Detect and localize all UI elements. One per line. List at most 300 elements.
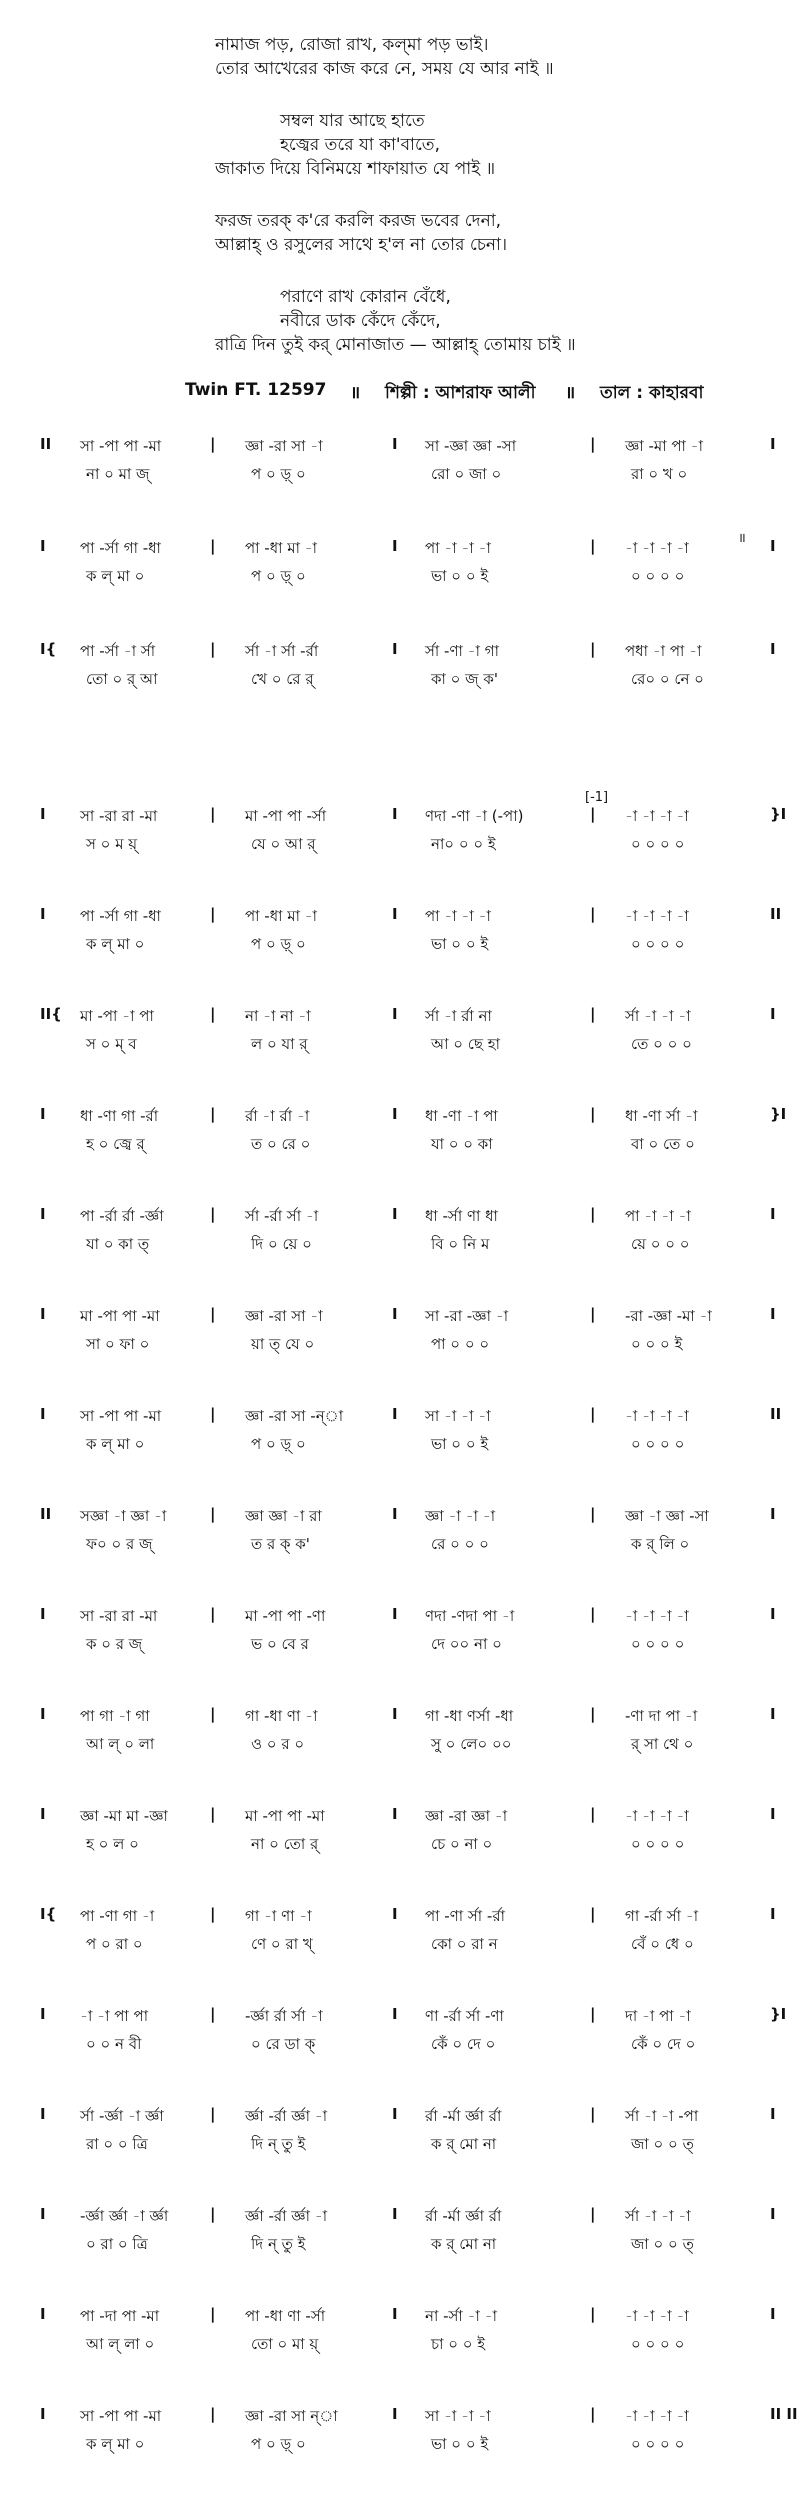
- artist-name: শিল্পী : আশরাফ আলী: [385, 383, 536, 403]
- barline: |: [210, 1705, 216, 1723]
- note-group: পধা -া পা -া: [625, 642, 702, 660]
- lyric-syllables: তো ০ মা য়্: [251, 2335, 319, 2353]
- lyric-syllables: ০ ০ ০ ০: [631, 1635, 685, 1653]
- lyric-row: [0, 833, 800, 857]
- barline: I: [392, 1605, 398, 1623]
- lyric-row: [0, 2133, 800, 2157]
- start-barline: I: [40, 537, 46, 555]
- barline: I: [392, 1305, 398, 1323]
- barline: |: [210, 2105, 216, 2123]
- lyric-syllables: ০ ০ ০ ০: [631, 1435, 685, 1453]
- notation-system: [0, 435, 800, 495]
- barline: |: [210, 537, 216, 555]
- notation-system: [0, 2005, 800, 2065]
- note-group: মা -পা -া পা: [80, 1007, 154, 1025]
- barline: |: [210, 805, 216, 823]
- note-group: না -া না -া: [245, 1007, 311, 1025]
- lyric-syllables: আ ০ ছে হা: [431, 1035, 500, 1053]
- note-group: র্রা -া র্রা -া: [245, 1107, 310, 1125]
- barline: |: [590, 2205, 596, 2223]
- note-group: র্সা -া -া -া: [625, 1007, 691, 1025]
- lyric-row: [0, 565, 800, 589]
- lyric-row: [0, 668, 800, 692]
- lyric-syllables: আ ল্ লা ০: [86, 2335, 155, 2353]
- note-group: -া -া -া -া: [625, 1807, 689, 1825]
- note-group: পা -র্সা -া র্সা: [80, 642, 156, 660]
- end-barline: }I: [770, 2005, 787, 2023]
- barline: I: [392, 2105, 398, 2123]
- barline: |: [590, 1505, 596, 1523]
- lyric-syllables: প ০ রা ০: [86, 1935, 143, 1953]
- note-group: মা -পা পা -মা: [80, 1307, 160, 1325]
- poem-line: নবীরে ডাক কেঁদে কেঁদে,: [280, 311, 441, 331]
- barline: I: [392, 1405, 398, 1423]
- barline: |: [590, 2305, 596, 2323]
- barline: |: [210, 435, 216, 453]
- barline: |: [210, 1605, 216, 1623]
- lyric-syllables: ফ০ ০ র জ্: [86, 1535, 153, 1553]
- lyric-syllables: কেঁ ০ দে ০: [631, 2035, 696, 2053]
- note-group: পা -র্সা গা -ধা: [80, 907, 161, 925]
- note-group: -া -া পা পা: [80, 2007, 149, 2025]
- lyric-syllables: ০ ০ ০ ০: [631, 835, 685, 853]
- barline: |: [590, 1805, 596, 1823]
- lyric-syllables: ল ০ যা র্: [251, 1035, 308, 1053]
- lyric-syllables: র্ সা থে ০: [631, 1735, 694, 1753]
- lyric-syllables: তো ০ র্ আ: [86, 670, 158, 688]
- notation-system: [0, 2405, 800, 2465]
- end-barline: }I: [770, 1105, 787, 1123]
- barline: |: [210, 1005, 216, 1023]
- notation-system: [0, 1605, 800, 1665]
- lyric-syllables: যা ০ কা ত্: [86, 1235, 150, 1253]
- notation-system: [0, 640, 800, 700]
- barline: |: [590, 905, 596, 923]
- start-barline: I: [40, 805, 46, 823]
- barline: |: [210, 640, 216, 658]
- lyric-syllables: ০ রে ডা ক্: [251, 2035, 316, 2053]
- lyric-syllables: ক ল্ মা ০: [86, 567, 145, 585]
- notation-system: [0, 1705, 800, 1765]
- poem-line: জাকাত দিয়ে বিনিময়ে শাফায়াত যে পাই ॥: [215, 159, 496, 179]
- note-group: -র্জ্ঞা র্জ্ঞা -া র্জ্ঞা: [80, 2207, 169, 2225]
- lyric-syllables: ক ল্ মা ০: [86, 935, 145, 953]
- record-number: Twin FT. 12597: [185, 380, 327, 400]
- swaralipi-row: [0, 2305, 800, 2333]
- note-group: র্সা -া র্সা -র্রা: [245, 642, 319, 660]
- poem-line: সম্বল যার আছে হাতে: [280, 111, 425, 131]
- lyric-syllables: ভা ০ ০ ই: [431, 567, 489, 585]
- note-group: পা -ধা ণা -র্সা: [245, 2307, 326, 2325]
- poem-line: নামাজ পড়, রোজা রাখ, কল্‌মা পড় ভাই।: [215, 35, 489, 55]
- song-header: [0, 380, 800, 406]
- barline: |: [590, 2105, 596, 2123]
- barline: |: [210, 1305, 216, 1323]
- note-group: জ্ঞা -মা পা -া: [625, 437, 703, 455]
- lyric-syllables: সু ০ লে০ ০০: [431, 1735, 512, 1753]
- notation-system: [0, 1805, 800, 1865]
- barline: I: [392, 805, 398, 823]
- note-group: গা -ধা ণা -া: [245, 1707, 318, 1725]
- lyric-row: [0, 1933, 800, 1957]
- note-group: -া -া -া -া: [625, 1407, 689, 1425]
- note-group: সা -া -া -া: [425, 1407, 491, 1425]
- note-group: মা -পা পা -ণা: [245, 1607, 326, 1625]
- double-bar-mark: ॥: [738, 531, 746, 546]
- barline: I: [392, 1105, 398, 1123]
- lyric-syllables: য়ে ০ ০ ০: [631, 1235, 690, 1253]
- start-barline: II: [40, 1505, 52, 1523]
- lyric-syllables: দি ০ য়ে ০: [251, 1235, 312, 1253]
- lyric-syllables: ক ল্ মা ০: [86, 2435, 145, 2453]
- start-barline: I: [40, 2305, 46, 2323]
- note-group: সা -পা পা -মা: [80, 437, 162, 455]
- lyric-row: [0, 1133, 800, 1157]
- lyric-syllables: ক র্ মো না: [431, 2135, 497, 2153]
- swaralipi-row: [0, 1905, 800, 1933]
- swaralipi-row: [0, 2405, 800, 2433]
- end-barline: I: [770, 1205, 776, 1223]
- swaralipi-row: [0, 1505, 800, 1533]
- lyric-syllables: পা ০ ০ ০: [431, 1335, 490, 1353]
- barline: |: [590, 1605, 596, 1623]
- swaralipi-row: [0, 1105, 800, 1133]
- barline: |: [590, 640, 596, 658]
- lyric-syllables: সা ০ ফা ০: [86, 1335, 150, 1353]
- lyric-syllables: দে ০০ না ০: [431, 1635, 502, 1653]
- lyric-syllables: কেঁ ০ দে ০: [431, 2035, 496, 2053]
- start-barline: I: [40, 1305, 46, 1323]
- lyric-row: [0, 933, 800, 957]
- barline: I: [392, 1005, 398, 1023]
- start-barline: II: [40, 435, 52, 453]
- note-group: র্সা -ণা -া গা: [425, 642, 499, 660]
- note-group: গা -ধা ণর্সা -ধা: [425, 1707, 514, 1725]
- end-barline: I: [770, 1305, 776, 1323]
- end-barline: I: [770, 1705, 776, 1723]
- lyric-syllables: ও ০ র ০: [251, 1735, 305, 1753]
- poem-line: তোর আখেরের কাজ করে নে, সময় যে আর নাই ॥: [215, 59, 554, 79]
- lyric-syllables: না ০ তো র্: [251, 1835, 319, 1853]
- note-group: র্সা -র্জ্ঞা -া র্জ্ঞা: [80, 2107, 164, 2125]
- note-group: -া -া -া -া: [625, 2307, 689, 2325]
- lyric-row: [0, 1333, 800, 1357]
- end-barline: II: [770, 1405, 782, 1423]
- note-group: সা -পা পা -মা: [80, 2407, 162, 2425]
- barline: |: [590, 1005, 596, 1023]
- end-barline: I: [770, 537, 776, 555]
- lyric-syllables: তে ০ ০ ০: [631, 1035, 692, 1053]
- end-barline: }I: [770, 805, 787, 823]
- notation-system: [0, 1105, 800, 1165]
- barline: I: [392, 905, 398, 923]
- note-group: -া -া -া -া: [625, 539, 689, 557]
- lyric-syllables: রা ০ খ ০: [631, 465, 688, 483]
- note-group: জ্ঞা -া জ্ঞা -সা: [625, 1507, 709, 1525]
- swaralipi-row: [0, 1805, 800, 1833]
- swaralipi-row: [0, 1205, 800, 1233]
- lyric-row: [0, 2333, 800, 2357]
- swaralipi-row: [0, 2005, 800, 2033]
- lyric-syllables: ভ ০ বে র: [251, 1635, 309, 1653]
- lyric-syllables: প ০ ড়্ ০: [251, 567, 306, 585]
- start-barline: I{: [40, 1905, 57, 1923]
- lyric-syllables: জা ০ ০ ত্: [631, 2135, 694, 2153]
- barline: I: [392, 537, 398, 555]
- lyric-syllables: রো ০ জা ০: [431, 465, 502, 483]
- note-group: পা -া -া -া: [425, 907, 491, 925]
- note-group: র্সা -া -া -া: [625, 2207, 691, 2225]
- lyric-syllables: ণে ০ রা খ্: [251, 1935, 313, 1953]
- swaralipi-row: [0, 1405, 800, 1433]
- lyric-syllables: ০ রা ০ ত্রি: [86, 2235, 148, 2253]
- lyric-syllables: হ ০ ল ০: [86, 1835, 139, 1853]
- barline: I: [392, 2305, 398, 2323]
- lyric-syllables: য়া ত্ যে ০: [251, 1335, 315, 1353]
- lyric-syllables: প ০ ড়্ ০: [251, 1435, 306, 1453]
- end-barline: I: [770, 2205, 776, 2223]
- note-group: -া -া -া -া: [625, 907, 689, 925]
- lyric-syllables: ০ ০ ন বী: [86, 2035, 142, 2053]
- barline: |: [210, 1105, 216, 1123]
- lyric-syllables: হ ০ জ্বে র্: [86, 1135, 145, 1153]
- note-group: পা -র্সা গা -ধা: [80, 539, 161, 557]
- lyric-row: [0, 1533, 800, 1557]
- barline: |: [210, 2205, 216, 2223]
- barline: |: [210, 1905, 216, 1923]
- notation-system: [0, 1305, 800, 1365]
- barline: |: [210, 2305, 216, 2323]
- barline: |: [210, 2405, 216, 2423]
- note-group: ণা -র্রা র্সা -ণা: [425, 2007, 504, 2025]
- start-barline: I: [40, 1605, 46, 1623]
- barline: I: [392, 1805, 398, 1823]
- barline: |: [210, 905, 216, 923]
- lyric-syllables: বা ০ তে ০: [631, 1135, 695, 1153]
- note-group: ণদা -ণদা পা -া: [425, 1607, 515, 1625]
- end-barline: I: [770, 640, 776, 658]
- note-group: র্জ্ঞা -র্রা র্জ্ঞা -া: [245, 2207, 328, 2225]
- lyric-syllables: দি ন্ তু ই: [251, 2135, 306, 2153]
- lyric-syllables: প ০ ড়্ ০: [251, 935, 306, 953]
- swaralipi-row: [0, 1005, 800, 1033]
- note-group: -া -া -া -া: [625, 2407, 689, 2425]
- note-group: পা -া -া -া: [425, 539, 491, 557]
- barline: I: [392, 2005, 398, 2023]
- barline: |: [210, 1805, 216, 1823]
- note-group: ধা -ণা গা -র্রা: [80, 1107, 159, 1125]
- note-group: ধা -ণা -া পা: [425, 1107, 498, 1125]
- end-barline: I: [770, 1905, 776, 1923]
- barline: |: [210, 1205, 216, 1223]
- notation-system: [0, 1505, 800, 1565]
- note-group: মা -পা পা -মা: [245, 1807, 325, 1825]
- note-group: সা -া -া -া: [425, 2407, 491, 2425]
- header-separator: ॥: [350, 383, 361, 403]
- end-barline: I: [770, 1505, 776, 1523]
- note-group: সা -পা পা -মা: [80, 1407, 162, 1425]
- barline: I: [392, 1905, 398, 1923]
- barline: |: [590, 1305, 596, 1323]
- lyric-row: [0, 2033, 800, 2057]
- start-barline: I: [40, 905, 46, 923]
- swaralipi-row: [0, 1305, 800, 1333]
- note-group: র্রা -র্মা র্জ্ঞা র্রা: [425, 2207, 502, 2225]
- note-group: না -র্সা -া -া: [425, 2307, 497, 2325]
- lyric-syllables: জা ০ ০ ত্: [631, 2235, 694, 2253]
- lyric-row: [0, 2233, 800, 2257]
- barline: |: [590, 1405, 596, 1423]
- barline: I: [392, 1705, 398, 1723]
- lyric-row: [0, 1733, 800, 1757]
- note-group: র্সা -া -া -পা: [625, 2107, 699, 2125]
- barline: |: [210, 2005, 216, 2023]
- barline: |: [590, 1905, 596, 1923]
- note-group: পা -ধা মা -া: [245, 907, 318, 925]
- note-group: মা -পা পা -র্সা: [245, 807, 327, 825]
- end-barline: II: [770, 905, 782, 923]
- swaralipi-row: [0, 640, 800, 668]
- lyric-syllables: বেঁ ০ ধে ০: [631, 1935, 694, 1953]
- end-barline: I: [770, 1005, 776, 1023]
- lyric-row: [0, 1433, 800, 1457]
- lyric-row: [0, 1033, 800, 1057]
- note-group: জ্ঞা -রা জ্ঞা -া: [425, 1807, 508, 1825]
- poem-line: হজ্বের তরে যা কা'বাতে,: [280, 135, 440, 155]
- lyric-syllables: স ০ ম য়্: [86, 835, 138, 853]
- swaralipi-row: [0, 1605, 800, 1633]
- note-group: গা -র্রা র্সা -া: [625, 1907, 699, 1925]
- lyric-syllables: ০ ০ ০ ০: [631, 1835, 685, 1853]
- lyric-syllables: যে ০ আ র্: [251, 835, 316, 853]
- swaralipi-row: [0, 905, 800, 933]
- start-barline: I: [40, 1405, 46, 1423]
- poem-line: পরাণে রাখ কোরান বেঁধে,: [280, 287, 451, 307]
- lyric-syllables: ভা ০ ০ ই: [431, 2435, 489, 2453]
- start-barline: I: [40, 1205, 46, 1223]
- barline: |: [210, 1505, 216, 1523]
- note-group: সা -জ্ঞা জ্ঞা -সা: [425, 437, 517, 455]
- barline: |: [590, 1705, 596, 1723]
- lyric-syllables: খে ০ রে র্: [251, 670, 314, 688]
- end-barline: II II: [770, 2405, 798, 2423]
- lyric-syllables: ক র্ লি ০: [631, 1535, 690, 1553]
- note-group: -া -া -া -া: [625, 807, 689, 825]
- start-barline: I: [40, 2105, 46, 2123]
- note-group: ণদা -ণা -া (-পা): [425, 807, 524, 825]
- barline: I: [392, 2205, 398, 2223]
- barline: |: [590, 1205, 596, 1223]
- barline: I: [392, 640, 398, 658]
- start-barline: I{: [40, 640, 57, 658]
- lyric-syllables: যা ০ ০ কা: [431, 1135, 493, 1153]
- notation-system: [0, 805, 800, 865]
- barline: I: [392, 1505, 398, 1523]
- lyric-syllables: স ০ ম্ ব: [86, 1035, 137, 1053]
- note-group: সজ্ঞা -া জ্ঞা -া: [80, 1507, 167, 1525]
- notation-system: [0, 2205, 800, 2265]
- start-barline: II{: [40, 1005, 62, 1023]
- note-group: পা -া -া -া: [625, 1207, 691, 1225]
- note-group: -ণা দা পা -া: [625, 1707, 698, 1725]
- end-barline: I: [770, 435, 776, 453]
- start-barline: I: [40, 1705, 46, 1723]
- note-group: পা -ধা মা -া: [245, 539, 318, 557]
- swaralipi-row: [0, 2105, 800, 2133]
- barline: |: [590, 537, 596, 555]
- lyric-syllables: ০ ০ ০ ০: [631, 935, 685, 953]
- start-barline: I: [40, 1805, 46, 1823]
- lyric-syllables: ভা ০ ০ ই: [431, 1435, 489, 1453]
- lyric-syllables: ভা ০ ০ ই: [431, 935, 489, 953]
- lyric-syllables: রে০ ০ নে ০: [631, 670, 704, 688]
- barline: I: [392, 2405, 398, 2423]
- header-separator: ॥: [565, 383, 576, 403]
- note-group: র্সা -র্রা র্সা -া: [245, 1207, 319, 1225]
- swaralipi-row: [0, 537, 800, 565]
- note-group: -া -া -া -া: [625, 1607, 689, 1625]
- note-group: র্জ্ঞা -র্রা র্জ্ঞা -া: [245, 2107, 328, 2125]
- lyric-syllables: রে ০ ০ ০: [431, 1535, 489, 1553]
- lyric-syllables: বি ০ নি ম: [431, 1235, 490, 1253]
- notation-system: [0, 905, 800, 965]
- notation-system: [0, 2305, 800, 2365]
- notation-system: [0, 1205, 800, 1265]
- barline: I: [392, 435, 398, 453]
- note-group: পা -দা পা -মা: [80, 2307, 160, 2325]
- swaralipi-row: [0, 435, 800, 463]
- lyric-row: [0, 1233, 800, 1257]
- note-group: পা -ণা র্সা -র্রা: [425, 1907, 505, 1925]
- note-group: দা -া পা -া: [625, 2007, 691, 2025]
- lyric-row: [0, 1833, 800, 1857]
- lyric-syllables: ক ০ র জ্: [86, 1635, 143, 1653]
- note-group: র্সা -া র্রা না: [425, 1007, 492, 1025]
- lyric-syllables: ০ ০ ০ ০: [631, 567, 685, 585]
- start-barline: I: [40, 2205, 46, 2223]
- lyric-syllables: না ০ মা জ্: [86, 465, 150, 483]
- swaralipi-row: [0, 2205, 800, 2233]
- lyric-syllables: ০ ০ ০ ই: [631, 1335, 683, 1353]
- note-group: পা গা -া গা: [80, 1707, 150, 1725]
- notation-system: [0, 2105, 800, 2165]
- barline: |: [590, 2005, 596, 2023]
- lyric-syllables: ক ল্ মা ০: [86, 1435, 145, 1453]
- notation-system: [0, 1405, 800, 1465]
- note-group: পা -ণা গা -া: [80, 1907, 155, 1925]
- notation-system: [0, 537, 800, 597]
- lyric-syllables: চে ০ না ০: [431, 1835, 493, 1853]
- lyric-syllables: কো ০ রা ন: [431, 1935, 498, 1953]
- lyric-row: [0, 2433, 800, 2457]
- note-group: ধা -ণা র্সা -া: [625, 1107, 698, 1125]
- note-group: সা -রা -জ্ঞা -া: [425, 1307, 509, 1325]
- end-barline: I: [770, 2105, 776, 2123]
- start-barline: I: [40, 1105, 46, 1123]
- lyric-syllables: ক র্ মো না: [431, 2235, 497, 2253]
- lyric-row: [0, 463, 800, 487]
- swaralipi-row: [0, 805, 800, 833]
- barline: I: [392, 1205, 398, 1223]
- taal-name: তাল : কাহারবা: [600, 383, 704, 403]
- notation-system: [0, 1905, 800, 1965]
- lyric-syllables: কা ০ জ্ ক': [431, 670, 498, 688]
- poem-line: ফরজ তরক্‌ ক'রে করলি করজ ভবের দেনা,: [215, 211, 502, 231]
- note-group: জ্ঞা -রা সা ন্া: [245, 2407, 338, 2425]
- lyric-syllables: আ ল্ ০ লা: [86, 1735, 155, 1753]
- lyric-syllables: প ০ ড়্ ০: [251, 2435, 306, 2453]
- notation-system: [0, 1005, 800, 1065]
